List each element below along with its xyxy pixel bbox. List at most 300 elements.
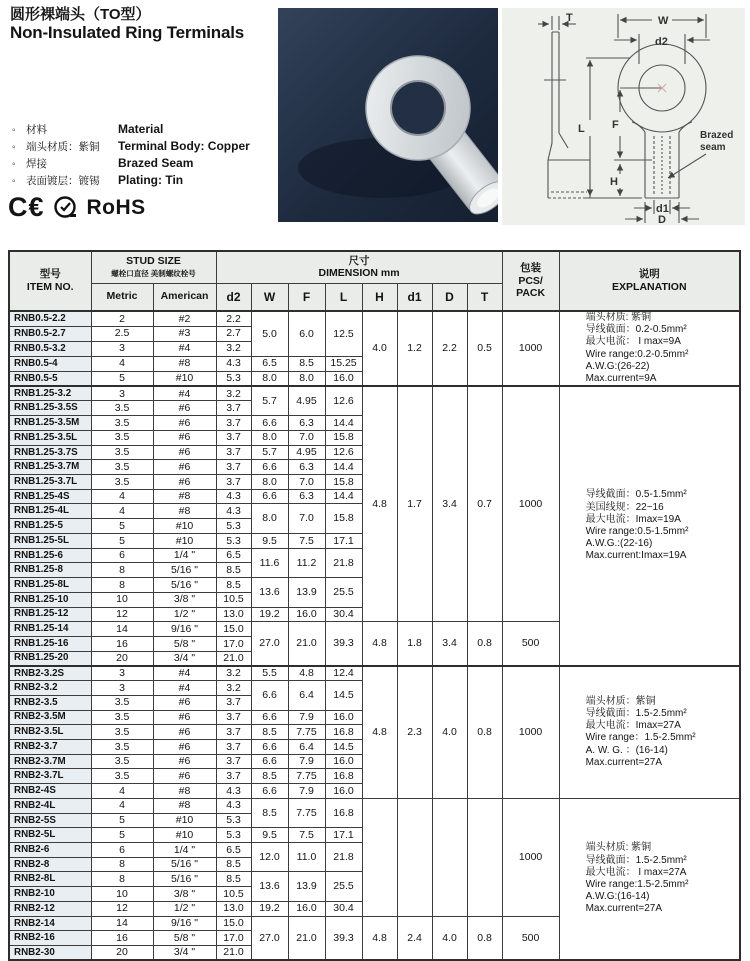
metric-cell: 3.5 <box>91 401 153 416</box>
d1-cell <box>397 798 432 916</box>
explanation-cell <box>559 798 740 960</box>
d2-cell: 5.3 <box>216 828 251 843</box>
metric-cell: 5 <box>91 519 153 534</box>
dim-label-t: T <box>566 12 573 24</box>
item-no-cell: RNB1.25-16 <box>9 636 91 651</box>
l-cell: 15.8 <box>325 475 362 490</box>
item-no-cell: RNB1.25-3.5M <box>9 416 91 431</box>
header-pack-cn: 包装 <box>520 262 542 275</box>
d-cell: 4.0 <box>432 666 467 798</box>
l-cell: 16.0 <box>325 754 362 769</box>
metric-cell: 16 <box>91 636 153 651</box>
bullet-icon: ◦ <box>12 142 16 153</box>
item-no-cell: RNB1.25-5L <box>9 533 91 548</box>
l-cell: 17.1 <box>325 533 362 548</box>
header-col-l: L <box>325 283 362 311</box>
material-label-cn: 端头材质：紫铜 <box>26 141 100 153</box>
w-cell: 5.7 <box>251 386 288 415</box>
metric-cell: 12 <box>91 901 153 916</box>
l-cell: 15.25 <box>325 356 362 371</box>
l-cell: 14.4 <box>325 489 362 504</box>
w-cell: 9.5 <box>251 533 288 548</box>
f-cell: 7.75 <box>288 798 325 827</box>
american-cell: #6 <box>153 475 216 490</box>
material-row <box>12 139 250 156</box>
header-col-h: H <box>362 283 397 311</box>
f-cell: 6.4 <box>288 739 325 754</box>
american-cell: 9/16 " <box>153 622 216 637</box>
explanation-line: Max.current=27A <box>585 903 663 915</box>
l-cell: 15.8 <box>325 430 362 445</box>
explanation-cell <box>559 386 740 666</box>
explanation-cell <box>559 666 740 798</box>
h-cell: 4.8 <box>362 622 397 666</box>
metric-cell: 2.5 <box>91 326 153 341</box>
f-cell: 7.75 <box>288 769 325 784</box>
f-cell: 8.0 <box>288 371 325 386</box>
item-no-cell: RNB2-3.5L <box>9 725 91 740</box>
metric-cell: 3.5 <box>91 695 153 710</box>
metric-cell: 12 <box>91 607 153 622</box>
d2-cell: 8.5 <box>216 563 251 578</box>
material-label-cn: 焊接 <box>26 158 47 170</box>
metric-cell: 2 <box>91 311 153 326</box>
metric-cell: 14 <box>91 916 153 931</box>
explanation-text <box>560 696 739 769</box>
h-cell: 4.8 <box>362 386 397 622</box>
metric-cell: 3 <box>91 681 153 696</box>
dim-label-l: L <box>578 123 585 135</box>
metric-cell: 4 <box>91 356 153 371</box>
dim-label-d1: d1 <box>656 203 669 215</box>
table-row <box>9 311 740 326</box>
w-cell: 8.5 <box>251 798 288 827</box>
d2-cell: 4.3 <box>216 504 251 519</box>
d2-cell: 3.7 <box>216 739 251 754</box>
metric-cell: 16 <box>91 931 153 946</box>
w-cell: 5.7 <box>251 445 288 460</box>
header-pack-pack: PACK <box>516 287 546 300</box>
d2-cell: 5.3 <box>216 371 251 386</box>
l-cell: 12.5 <box>325 311 362 356</box>
explanation-line: 最大电流：Imax=27A <box>585 720 681 732</box>
d-cell: 3.4 <box>432 622 467 666</box>
explanation-line: Max.current:Imax=19A <box>585 550 687 562</box>
d2-cell: 3.7 <box>216 769 251 784</box>
f-cell: 13.9 <box>288 872 325 901</box>
d2-cell: 6.5 <box>216 548 251 563</box>
american-cell: #8 <box>153 504 216 519</box>
f-cell: 7.75 <box>288 725 325 740</box>
explanation-line: A.W.G:(16-14) <box>585 891 650 903</box>
w-cell: 11.6 <box>251 548 288 577</box>
d2-cell: 3.7 <box>216 725 251 740</box>
f-cell: 7.5 <box>288 828 325 843</box>
l-cell: 25.5 <box>325 872 362 901</box>
american-cell: #10 <box>153 533 216 548</box>
brazed-seam-label: Brazed <box>700 130 734 141</box>
d2-cell: 21.0 <box>216 946 251 961</box>
d2-cell: 13.0 <box>216 901 251 916</box>
explanation-line: 最大电流： I max=9A <box>585 336 681 348</box>
pack-cell: 1000 <box>502 666 559 798</box>
explanation-line: 最大电流： I max=27A <box>585 866 687 878</box>
metric-cell: 10 <box>91 592 153 607</box>
metric-cell: 8 <box>91 563 153 578</box>
material-label-en: Material <box>118 122 164 136</box>
d2-cell: 17.0 <box>216 931 251 946</box>
d-cell: 3.4 <box>432 386 467 622</box>
d2-cell: 3.7 <box>216 445 251 460</box>
explanation-line: Wire range:1.5-2.5mm² <box>585 879 689 891</box>
product-photo <box>278 8 498 222</box>
item-no-cell: RNB0.5-5 <box>9 371 91 386</box>
header-col-d1: d1 <box>397 283 432 311</box>
d2-cell: 4.3 <box>216 356 251 371</box>
explanation-line: 导线截面：1.5-2.5mm² <box>585 707 687 719</box>
f-cell: 21.0 <box>288 916 325 960</box>
explanation-line: 端头材质: 紫铜 <box>585 312 652 323</box>
d2-cell: 17.0 <box>216 636 251 651</box>
d2-cell: 4.3 <box>216 798 251 813</box>
brazed-seam-label2: seam <box>700 142 726 153</box>
explanation-line: A.W.G.:(22-16) <box>585 538 653 550</box>
table-row <box>9 386 740 401</box>
item-no-cell: RNB2-8L <box>9 872 91 887</box>
item-no-cell: RNB2-12 <box>9 901 91 916</box>
metric-cell: 6 <box>91 548 153 563</box>
l-cell: 16.0 <box>325 710 362 725</box>
l-cell: 39.3 <box>325 622 362 666</box>
american-cell: 9/16 " <box>153 916 216 931</box>
metric-cell: 4 <box>91 784 153 799</box>
f-cell: 4.95 <box>288 445 325 460</box>
item-no-cell: RNB1.25-14 <box>9 622 91 637</box>
f-cell: 11.2 <box>288 548 325 577</box>
metric-cell: 5 <box>91 828 153 843</box>
d2-cell: 5.3 <box>216 813 251 828</box>
item-no-cell: RNB2-30 <box>9 946 91 961</box>
metric-cell: 14 <box>91 622 153 637</box>
f-cell: 7.9 <box>288 784 325 799</box>
d2-cell: 8.5 <box>216 857 251 872</box>
american-cell: #8 <box>153 489 216 504</box>
rohs-logo: RoHS <box>86 195 146 219</box>
f-cell: 7.0 <box>288 504 325 533</box>
american-cell: #6 <box>153 430 216 445</box>
l-cell: 14.4 <box>325 416 362 431</box>
american-cell: #8 <box>153 798 216 813</box>
explanation-line: 端头材质: 紫铜 <box>585 842 652 854</box>
header-pack-pcs: PCS/ <box>518 274 543 287</box>
header-stud-title: STUD SIZE <box>126 255 181 268</box>
spec-table-body <box>9 311 740 960</box>
d2-cell: 3.7 <box>216 710 251 725</box>
material-label-cn: 表面镀层：镀锡 <box>26 175 100 187</box>
certification-circle-icon <box>53 195 79 221</box>
explanation-line: Max.current=9A <box>585 373 657 385</box>
header-dimension <box>216 251 502 283</box>
w-cell: 8.0 <box>251 504 288 533</box>
american-cell: #4 <box>153 681 216 696</box>
d2-cell: 2.7 <box>216 326 251 341</box>
d2-cell: 3.7 <box>216 401 251 416</box>
american-cell: 5/8 " <box>153 636 216 651</box>
l-cell: 15.8 <box>325 504 362 533</box>
d2-cell: 3.7 <box>216 416 251 431</box>
d2-cell: 3.7 <box>216 430 251 445</box>
explanation-line: 导线截面：0.2-0.5mm² <box>585 324 687 336</box>
item-no-cell: RNB1.25-4S <box>9 489 91 504</box>
f-cell: 8.5 <box>288 356 325 371</box>
explanation-line: Wire range：1.5-2.5mm² <box>585 732 696 744</box>
material-row <box>12 156 250 173</box>
american-cell: 1/2 " <box>153 901 216 916</box>
d2-cell: 4.3 <box>216 784 251 799</box>
h-cell <box>362 798 397 916</box>
l-cell: 12.4 <box>325 666 362 681</box>
material-list <box>12 122 250 190</box>
pack-cell: 1000 <box>502 798 559 916</box>
header-stud-sub-right: 美制螺纹栓号 <box>150 269 196 279</box>
d2-cell: 8.5 <box>216 872 251 887</box>
metric-cell: 8 <box>91 872 153 887</box>
item-no-cell: RNB2-3.5M <box>9 710 91 725</box>
metric-cell: 3 <box>91 386 153 401</box>
d2-cell: 3.7 <box>216 695 251 710</box>
header-expl-en: EXPLANATION <box>612 281 687 293</box>
w-cell: 8.0 <box>251 371 288 386</box>
american-cell: 1/4 " <box>153 843 216 858</box>
d-cell <box>432 798 467 916</box>
item-no-cell: RNB1.25-4L <box>9 504 91 519</box>
item-no-cell: RNB1.25-3.5S <box>9 401 91 416</box>
metric-cell: 8 <box>91 578 153 593</box>
dimension-diagram <box>502 8 745 225</box>
item-no-cell: RNB0.5-4 <box>9 356 91 371</box>
explanation-line: 导线截面：1.5-2.5mm² <box>585 854 687 866</box>
metric-cell: 3.5 <box>91 739 153 754</box>
f-cell: 11.0 <box>288 843 325 872</box>
d2-cell: 10.5 <box>216 592 251 607</box>
d2-cell: 13.0 <box>216 607 251 622</box>
dim-label-w: W <box>658 15 669 27</box>
table-row <box>9 798 740 813</box>
d2-cell: 3.2 <box>216 681 251 696</box>
metric-cell: 4 <box>91 489 153 504</box>
l-cell: 39.3 <box>325 916 362 960</box>
item-no-cell: RNB0.5-2.2 <box>9 311 91 326</box>
header-stud-sub <box>92 268 216 279</box>
metric-cell: 3.5 <box>91 475 153 490</box>
w-cell: 27.0 <box>251 916 288 960</box>
pack-cell: 1000 <box>502 311 559 386</box>
dim-label-d2: d2 <box>655 36 668 48</box>
w-cell: 8.0 <box>251 475 288 490</box>
header-stud-sub-left: 螺栓口直径 <box>111 269 149 279</box>
f-cell: 6.4 <box>288 681 325 710</box>
item-no-cell: RNB1.25-3.5L <box>9 430 91 445</box>
d2-cell: 4.3 <box>216 489 251 504</box>
h-cell: 4.0 <box>362 311 397 386</box>
l-cell: 16.0 <box>325 371 362 386</box>
item-no-cell: RNB1.25-20 <box>9 651 91 666</box>
american-cell: #6 <box>153 710 216 725</box>
metric-cell: 20 <box>91 651 153 666</box>
american-cell: #8 <box>153 356 216 371</box>
metric-cell: 3.5 <box>91 445 153 460</box>
title-block <box>10 6 244 43</box>
item-no-cell: RNB1.25-3.7M <box>9 460 91 475</box>
header-american: American <box>153 283 216 311</box>
american-cell: #4 <box>153 666 216 681</box>
american-cell: #6 <box>153 416 216 431</box>
f-cell: 6.3 <box>288 489 325 504</box>
item-no-cell: RNB1.25-8 <box>9 563 91 578</box>
american-cell: 1/2 " <box>153 607 216 622</box>
t-cell: 0.5 <box>467 311 502 386</box>
f-cell: 7.9 <box>288 754 325 769</box>
american-cell: 5/16 " <box>153 578 216 593</box>
t-cell: 0.8 <box>467 666 502 798</box>
header-col-w: W <box>251 283 288 311</box>
dim-label-d: D <box>658 214 666 225</box>
certification-logos <box>8 192 146 223</box>
header-col-f: F <box>288 283 325 311</box>
item-no-cell: RNB2-16 <box>9 931 91 946</box>
table-row <box>9 666 740 681</box>
american-cell: #6 <box>153 769 216 784</box>
explanation-line: 美国线规：22~16 <box>585 501 664 513</box>
header-item-no <box>9 251 91 311</box>
f-cell: 6.0 <box>288 311 325 356</box>
american-cell: 5/8 " <box>153 931 216 946</box>
f-cell: 4.95 <box>288 386 325 415</box>
d2-cell: 5.3 <box>216 519 251 534</box>
explanation-text <box>560 842 739 915</box>
material-label-cn: 材料 <box>26 124 47 136</box>
item-no-cell: RNB2-3.7M <box>9 754 91 769</box>
metric-cell: 8 <box>91 857 153 872</box>
spec-table-header <box>9 251 740 311</box>
l-cell: 30.4 <box>325 901 362 916</box>
metric-cell: 5 <box>91 533 153 548</box>
d2-cell: 15.0 <box>216 916 251 931</box>
item-no-cell: RNB2-10 <box>9 887 91 902</box>
t-cell <box>467 798 502 916</box>
metric-cell: 3.5 <box>91 725 153 740</box>
header-expl-cn: 说明 <box>638 268 660 281</box>
american-cell: #8 <box>153 784 216 799</box>
item-no-cell: RNB1.25-10 <box>9 592 91 607</box>
header-explanation <box>559 251 740 311</box>
d1-cell: 2.4 <box>397 916 432 960</box>
metric-cell: 20 <box>91 946 153 961</box>
american-cell: 3/8 " <box>153 592 216 607</box>
f-cell: 6.3 <box>288 460 325 475</box>
w-cell: 6.6 <box>251 710 288 725</box>
w-cell: 5.0 <box>251 311 288 356</box>
item-no-cell: RNB2-3.7L <box>9 769 91 784</box>
pack-cell: 500 <box>502 622 559 666</box>
f-cell: 7.0 <box>288 475 325 490</box>
explanation-line: 最大电流：Imax=19A <box>585 513 681 525</box>
item-no-cell: RNB2-3.5 <box>9 695 91 710</box>
header-col-t: T <box>467 283 502 311</box>
w-cell: 6.5 <box>251 356 288 371</box>
f-cell: 16.0 <box>288 901 325 916</box>
l-cell: 30.4 <box>325 607 362 622</box>
l-cell: 21.8 <box>325 843 362 872</box>
l-cell: 16.8 <box>325 725 362 740</box>
american-cell: #6 <box>153 695 216 710</box>
metric-cell: 3.5 <box>91 430 153 445</box>
dim-label-f: F <box>612 119 619 131</box>
item-no-cell: RNB2-6 <box>9 843 91 858</box>
metric-cell: 3 <box>91 341 153 356</box>
metric-cell: 10 <box>91 887 153 902</box>
bullet-icon: ◦ <box>12 159 16 170</box>
w-cell: 5.5 <box>251 666 288 681</box>
d2-cell: 3.2 <box>216 666 251 681</box>
w-cell: 9.5 <box>251 828 288 843</box>
american-cell: #6 <box>153 754 216 769</box>
w-cell: 6.6 <box>251 784 288 799</box>
american-cell: #6 <box>153 460 216 475</box>
header-col-d2: d2 <box>216 283 251 311</box>
american-cell: #6 <box>153 725 216 740</box>
explanation-text <box>560 312 739 385</box>
item-no-cell: RNB2-14 <box>9 916 91 931</box>
l-cell: 14.5 <box>325 739 362 754</box>
american-cell: #6 <box>153 739 216 754</box>
f-cell: 4.8 <box>288 666 325 681</box>
d2-cell: 3.7 <box>216 460 251 475</box>
american-cell: #4 <box>153 386 216 401</box>
l-cell: 17.1 <box>325 828 362 843</box>
explanation-line: Max.current=27A <box>585 756 663 768</box>
bullet-icon: ◦ <box>12 176 16 187</box>
metric-cell: 3.5 <box>91 460 153 475</box>
w-cell: 8.5 <box>251 769 288 784</box>
item-no-cell: RNB0.5-3.2 <box>9 341 91 356</box>
header-stud-size <box>91 251 216 283</box>
item-no-cell: RNB1.25-3.7S <box>9 445 91 460</box>
item-no-cell: RNB0.5-2.7 <box>9 326 91 341</box>
american-cell: 5/16 " <box>153 563 216 578</box>
d2-cell: 10.5 <box>216 887 251 902</box>
explanation-line: 导线截面：0.5-1.5mm² <box>585 489 687 501</box>
metric-cell: 4 <box>91 504 153 519</box>
american-cell: #10 <box>153 828 216 843</box>
material-label-en: Plating: Tin <box>118 173 184 187</box>
explanation-line: A.W.G:(26-22) <box>585 360 650 372</box>
material-row <box>12 122 250 139</box>
l-cell: 12.6 <box>325 386 362 415</box>
metric-cell: 5 <box>91 371 153 386</box>
item-no-cell: RNB1.25-5 <box>9 519 91 534</box>
item-no-cell: RNB2-8 <box>9 857 91 872</box>
d2-cell: 6.5 <box>216 843 251 858</box>
w-cell: 8.0 <box>251 430 288 445</box>
explanation-cell <box>559 311 740 386</box>
material-row <box>12 173 250 190</box>
f-cell: 7.9 <box>288 710 325 725</box>
l-cell: 21.8 <box>325 548 362 577</box>
american-cell: #10 <box>153 519 216 534</box>
page-title-cn: 圆形裸端头（TO型） <box>10 6 151 23</box>
metric-cell: 4 <box>91 798 153 813</box>
